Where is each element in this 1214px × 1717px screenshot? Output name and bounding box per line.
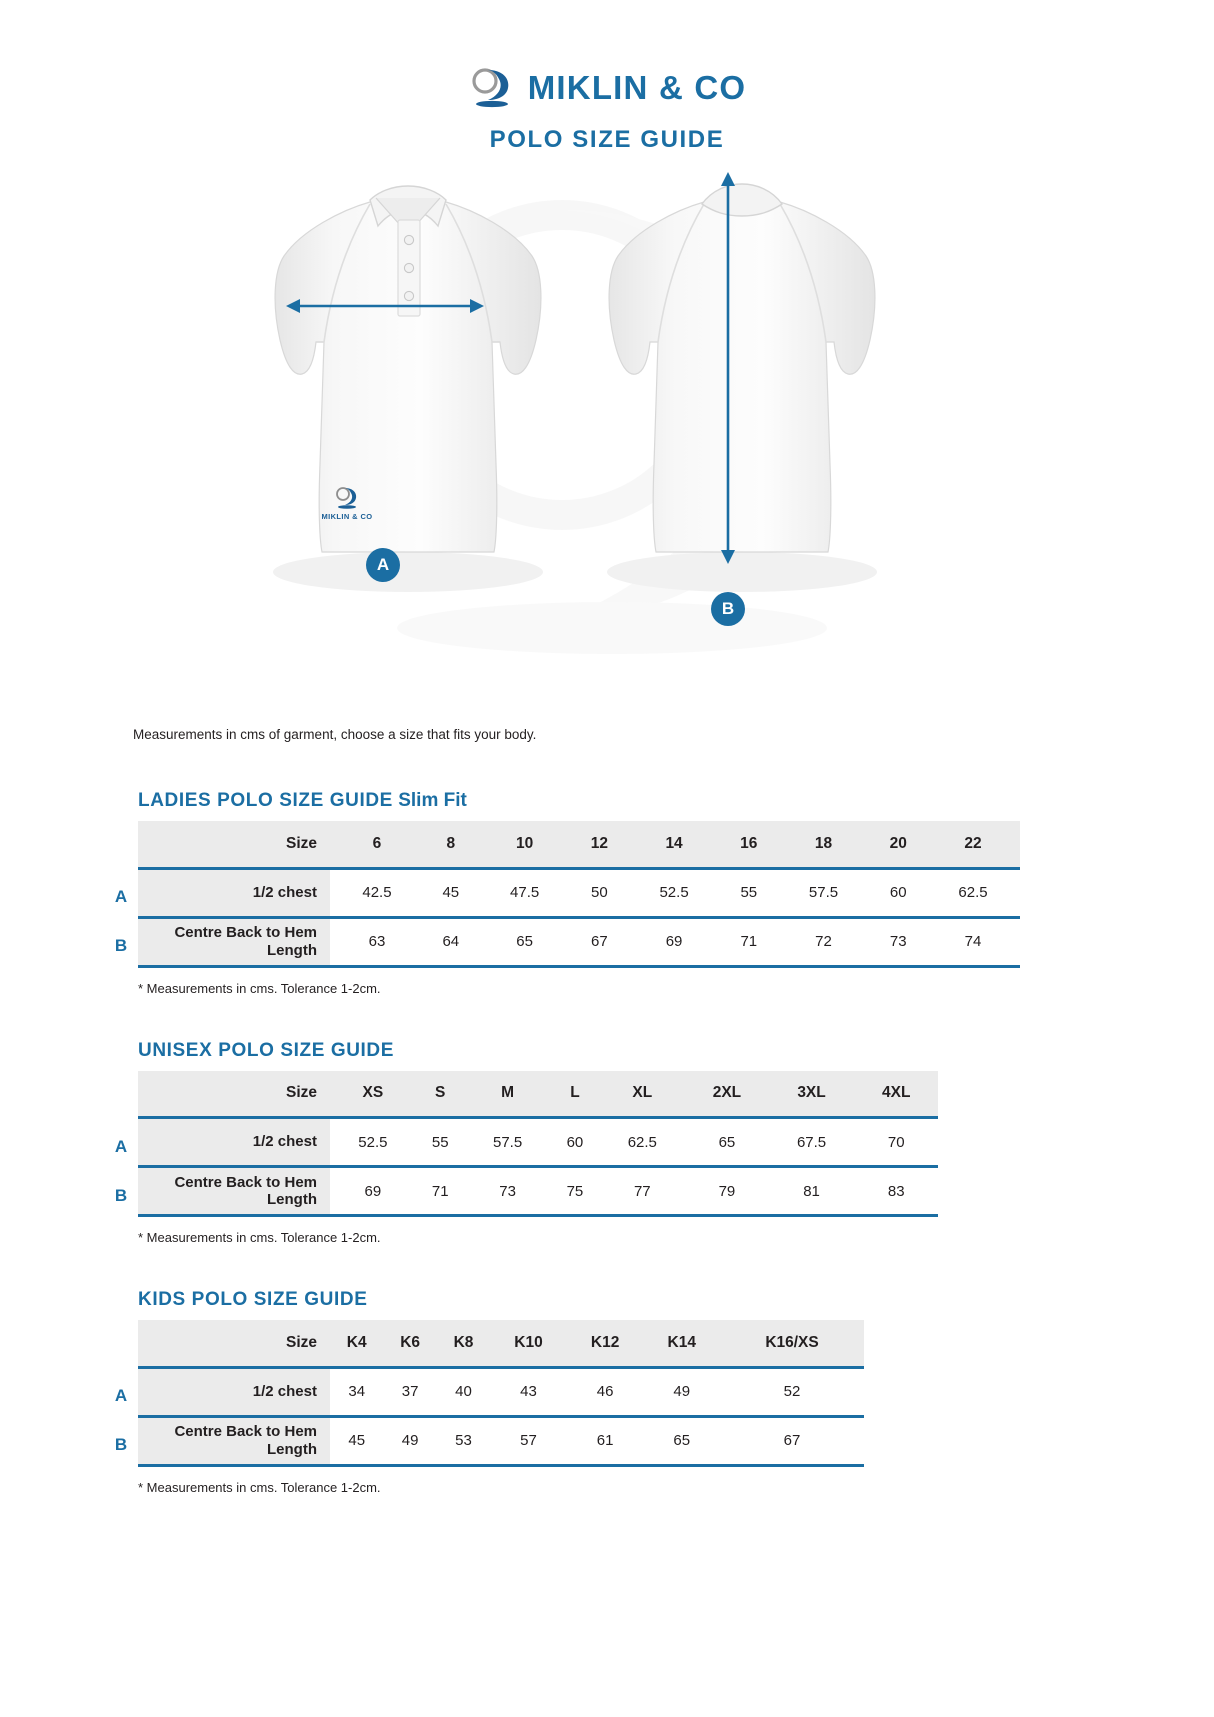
row-label-line1: Centre Back to Hem	[174, 1423, 317, 1441]
kids-size-table-block	[0, 1289, 1214, 1495]
col-header: 16	[721, 821, 777, 868]
ladies-size-table	[138, 821, 1020, 968]
cell-value: 34	[348, 1383, 366, 1400]
col-header: K12	[567, 1320, 644, 1367]
col-header: 8	[424, 821, 478, 868]
col-header: 10	[478, 821, 572, 868]
cell-value: 72	[815, 933, 832, 950]
cell-value: 64	[442, 933, 460, 950]
cell-value: 57.5	[808, 884, 839, 901]
row-label-line2: Length	[267, 1191, 317, 1208]
cell-value: 71	[740, 933, 758, 950]
cell-value: 60	[566, 1133, 584, 1151]
row-marker-b: B	[114, 1185, 128, 1205]
cell-value: 55	[740, 884, 758, 901]
row-label: 1/2 chest	[138, 868, 330, 917]
cell-value: 81	[803, 1182, 820, 1200]
row-marker-b: B	[114, 1435, 128, 1454]
cell-value: 74	[964, 933, 982, 950]
col-header: K14	[643, 1320, 720, 1367]
cell-value: 83	[887, 1182, 905, 1200]
size-header: Size	[138, 1320, 330, 1367]
unisex-table-footnote: * Measurements in cms. Tolerance 1-2cm.	[138, 1230, 381, 1245]
chest-measure-arrow	[258, 164, 558, 594]
col-header: 3XL	[769, 1071, 855, 1118]
cell-value: 77	[633, 1182, 651, 1200]
cell-value: 45	[348, 1432, 366, 1449]
cell-value: 62.5	[627, 1133, 657, 1151]
cell-value: 71	[431, 1182, 449, 1200]
cell-value: 67	[783, 1432, 801, 1449]
col-header: 4XL	[854, 1071, 938, 1118]
table-row	[138, 917, 1020, 966]
table-row	[138, 1367, 864, 1416]
cell-value: 47.5	[510, 884, 540, 901]
cell-value: 79	[718, 1182, 736, 1200]
row-marker-b: B	[114, 936, 128, 955]
cell-value: 49	[401, 1432, 419, 1449]
cell-value: 75	[566, 1182, 584, 1200]
col-header: 14	[627, 821, 721, 868]
row-label: 1/2 chest	[138, 1367, 330, 1416]
cell-value: 45	[442, 884, 460, 901]
polo-illustration	[0, 164, 1214, 694]
cell-value: 65	[516, 933, 533, 950]
cell-value: 70	[887, 1133, 905, 1151]
cell-value: 37	[401, 1383, 419, 1400]
col-header: 18	[777, 821, 871, 868]
row-label-line2: Length	[267, 941, 317, 959]
cell-value: 69	[364, 1182, 382, 1200]
page-title: POLO SIZE GUIDE	[489, 126, 725, 153]
kids-table-title: KIDS POLO SIZE GUIDE	[138, 1289, 368, 1310]
col-header: XS	[330, 1071, 416, 1118]
cell-value: 52.5	[358, 1133, 388, 1151]
row-label-line1: Centre Back to Hem	[174, 1173, 317, 1191]
row-marker-a: A	[114, 1136, 128, 1156]
row-label-line2: Length	[267, 1440, 317, 1458]
cell-value: 57	[520, 1432, 537, 1449]
col-header: K4	[330, 1320, 383, 1367]
row-marker-a: A	[114, 887, 128, 906]
ladies-table-footnote: * Measurements in cms. Tolerance 1-2cm.	[138, 980, 381, 996]
table-row	[138, 1118, 938, 1167]
col-header: 20	[871, 821, 927, 868]
chest-logo-text: MIKLIN & CO	[321, 512, 373, 521]
row-marker-a: A	[114, 1386, 128, 1405]
col-header: 6	[330, 821, 424, 868]
cell-value: 42.5	[362, 884, 392, 901]
row-label: 1/2 chest	[138, 1118, 330, 1167]
ladies-table-title	[138, 790, 1214, 812]
cell-value: 73	[499, 1182, 516, 1200]
miklin-logo-icon	[468, 66, 514, 110]
cell-value: 61	[596, 1432, 614, 1449]
col-header: M	[465, 1071, 551, 1118]
col-header: K10	[490, 1320, 567, 1367]
cell-value: 40	[455, 1383, 472, 1400]
col-header: 12	[572, 821, 628, 868]
cell-value: 53	[455, 1432, 472, 1449]
measure-marker-a: A	[366, 548, 400, 582]
cell-value: 67	[591, 933, 608, 950]
col-header: K16/XS	[720, 1320, 864, 1367]
row-label	[138, 917, 330, 966]
cell-value: 52.5	[659, 884, 689, 901]
row-label-line1: Centre Back to Hem	[174, 924, 317, 942]
cell-value: 57.5	[492, 1133, 523, 1151]
kids-size-table	[138, 1320, 864, 1467]
row-label	[138, 1167, 330, 1216]
table-row	[138, 868, 1020, 917]
table-row	[138, 1416, 864, 1465]
cell-value: 73	[889, 933, 907, 950]
col-header: K6	[383, 1320, 436, 1367]
table-header-row	[138, 1320, 864, 1367]
unisex-size-table	[138, 1071, 938, 1218]
size-header: Size	[138, 1071, 330, 1118]
col-header: 22	[926, 821, 1020, 868]
ladies-table-title-suffix: Slim Fit	[392, 790, 467, 811]
ladies-size-table-block	[0, 790, 1214, 996]
cell-value: 43	[520, 1383, 537, 1400]
col-header: K8	[437, 1320, 490, 1367]
table-header-row	[138, 821, 1020, 868]
cell-value: 60	[889, 884, 907, 901]
table-row	[138, 1167, 938, 1216]
col-header: L	[550, 1071, 599, 1118]
col-header: S	[416, 1071, 465, 1118]
cell-value: 63	[368, 933, 386, 950]
size-tables	[0, 790, 1214, 1539]
length-measure-arrow	[592, 164, 892, 594]
ladies-table-title-main: LADIES POLO SIZE GUIDE	[138, 790, 393, 811]
size-header: Size	[138, 821, 330, 868]
unisex-size-table-block	[0, 1040, 1214, 1246]
table-header-row	[138, 1071, 938, 1118]
row-label	[138, 1416, 330, 1465]
cell-value: 65	[718, 1133, 736, 1151]
page-header	[0, 0, 1214, 154]
cell-value: 62.5	[958, 884, 988, 901]
measurement-note: Measurements in cms of garment, choose a size that fits your body.	[133, 727, 537, 742]
unisex-table-title: UNISEX POLO SIZE GUIDE	[138, 1039, 395, 1061]
measure-marker-b: B	[711, 592, 745, 626]
cell-value: 50	[591, 884, 608, 901]
cell-value: 52	[783, 1383, 801, 1400]
cell-value: 49	[673, 1383, 691, 1400]
cell-value: 46	[596, 1383, 614, 1400]
col-header: 2XL	[685, 1071, 769, 1118]
brand-name: MIKLIN & CO	[527, 69, 747, 106]
brand-lockup	[0, 66, 1214, 110]
cell-value: 65	[673, 1432, 691, 1449]
cell-value: 67.5	[796, 1133, 827, 1151]
kids-table-footnote: * Measurements in cms. Tolerance 1-2cm.	[138, 1479, 381, 1495]
col-header: XL	[599, 1071, 685, 1118]
cell-value: 55	[431, 1133, 449, 1151]
cell-value: 69	[665, 933, 683, 950]
